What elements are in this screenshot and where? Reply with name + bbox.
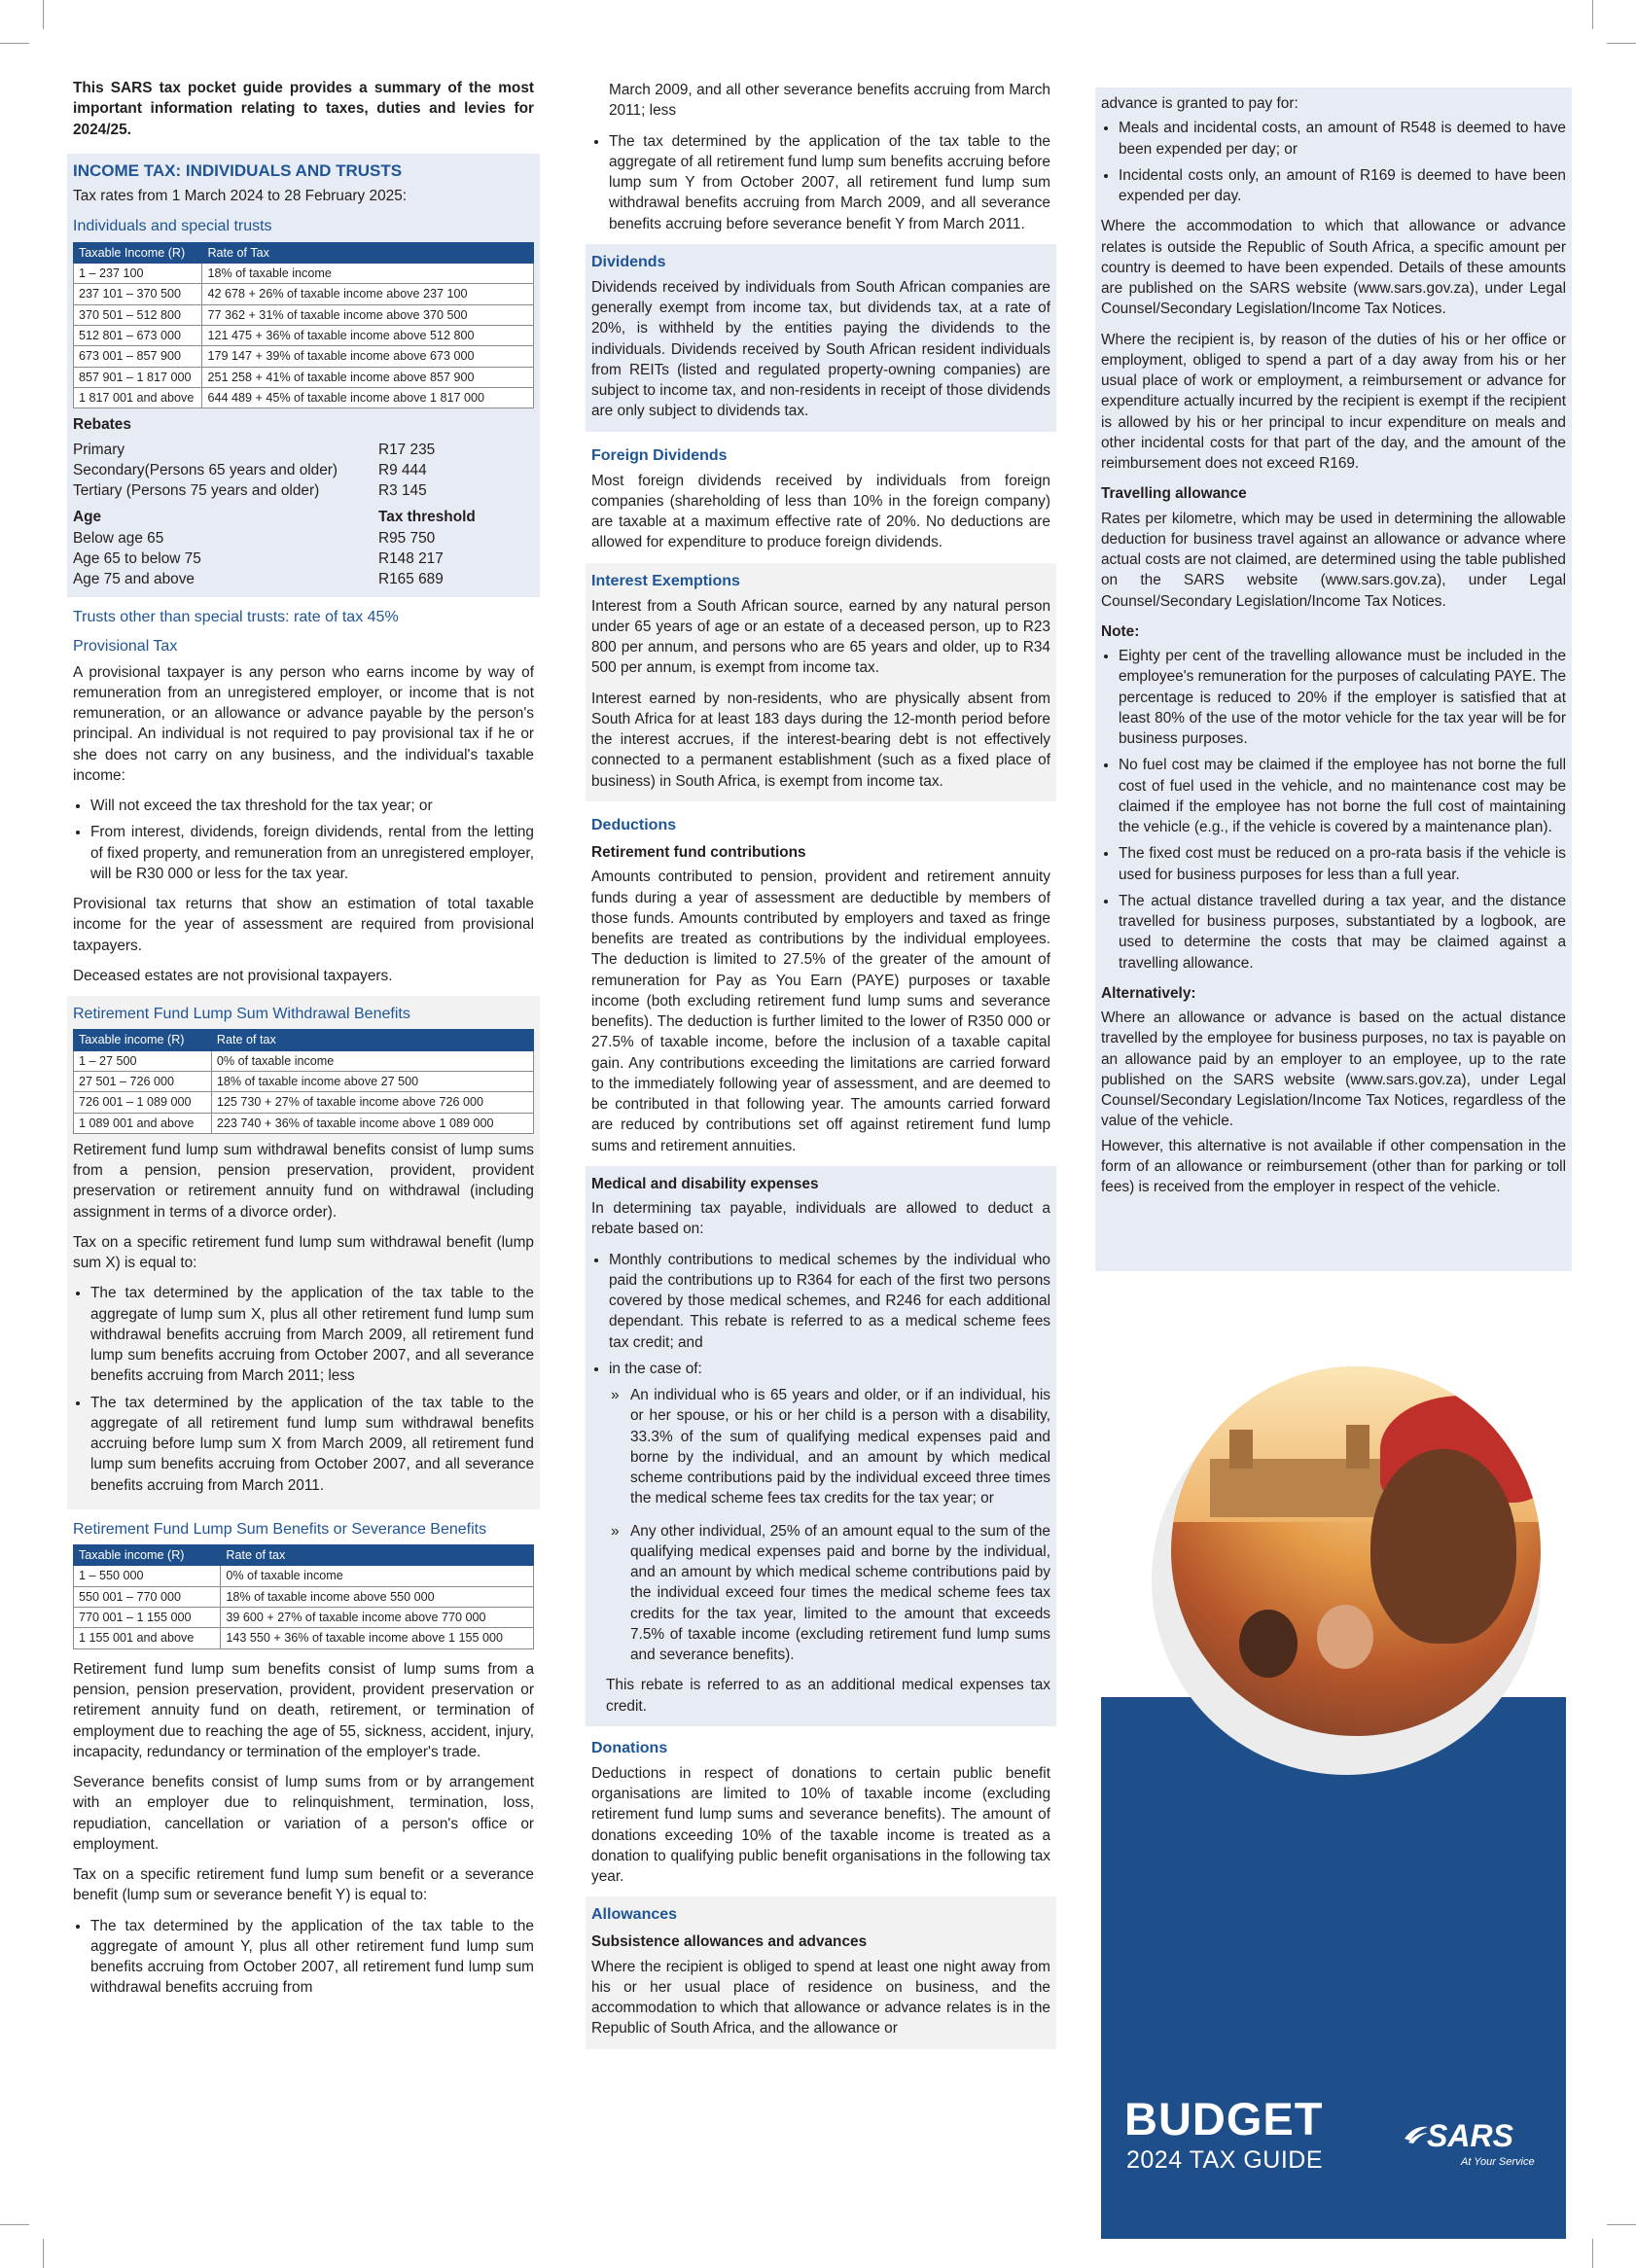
age-heading: Age bbox=[73, 509, 102, 526]
column-1 bbox=[73, 78, 534, 2008]
table-cell: 251 258 + 41% of taxable income above 857 900 bbox=[202, 367, 534, 387]
table-row bbox=[74, 1050, 534, 1071]
provisional-text: A provisional taxpayer is any person who earns income by way of remuneration from an unregistered employer, or income that is not remuneration, or an allowance or advance payable by the person's principal. An individual is not required to pay provisional tax if he or she does not carry on any business, and the individual's taxable income: bbox=[73, 663, 534, 784]
interest-heading: Interest Exemptions bbox=[591, 572, 740, 589]
rebate-label: Primary bbox=[73, 441, 125, 458]
table-cell: 125 730 + 27% of taxable income above 726 000 bbox=[211, 1092, 533, 1113]
travel-notes bbox=[1101, 646, 1566, 974]
cover-subtitle: 2024 TAX GUIDE bbox=[1126, 2146, 1323, 2174]
column-3 bbox=[1101, 88, 1566, 1271]
crop-mark bbox=[0, 43, 29, 44]
severance-text: Retirement fund lump sum benefits consist of lump sums from a pension, pension preservation, provident, provident preservation or retirement annuity fund on death, retirement, or termination of employment due to reaching the age of 55, sickness, accident, injury, incapacity, redundancy or termination of the employer's trade. bbox=[73, 1660, 534, 1760]
threshold-row bbox=[73, 549, 534, 569]
table-row bbox=[74, 1113, 534, 1133]
severance-text: Severance benefits consist of lump sums from or by arrangement with an employer due to relinquishment, termination, loss, repudiation, cancellation or variation of a person's office or employment. bbox=[73, 1774, 534, 1853]
list-item: • The actual distance travelled during a tax year, and the distance travelled for business purposes, substantiated by a logbook, are used to determine the costs that may be claimed against a travelling allowance. bbox=[1119, 891, 1566, 974]
table-cell: 18% of taxable income above 550 000 bbox=[221, 1586, 534, 1607]
table-cell: 550 001 – 770 000 bbox=[74, 1586, 221, 1607]
photo-person bbox=[1370, 1449, 1516, 1644]
tax-period: Tax rates from 1 March 2024 to 28 February 2025: bbox=[73, 188, 408, 205]
threshold-value: R148 217 bbox=[378, 549, 444, 567]
withdrawal-tax-table bbox=[73, 1029, 534, 1134]
table-row bbox=[74, 388, 534, 408]
photo-tower bbox=[1346, 1425, 1369, 1469]
trusts-other-heading: Trusts other than special trusts: rate of tax 45% bbox=[73, 609, 399, 626]
table-cell: 1 817 001 and above bbox=[74, 388, 202, 408]
list-item: • Meals and incidental costs, an amount of R548 is deemed to have been expended per day; or bbox=[1119, 118, 1566, 159]
provisional-heading: Provisional Tax bbox=[73, 638, 178, 656]
table-cell: 143 550 + 36% of taxable income above 1 155 000 bbox=[221, 1628, 534, 1648]
interest-section bbox=[586, 563, 1056, 801]
medical-sublist bbox=[611, 1385, 1050, 1665]
retirement-contrib-heading: Retirement fund contributions bbox=[591, 844, 806, 862]
table-header: Taxable income (R) bbox=[74, 1545, 221, 1566]
subsistence-text: Where the recipient is, by reason of the duties of his or her office or employment, obliged to spend a part of a day away from his or her usual place of work or employment, a reimbursement or advance for expenditure actually incurred by the recipient is exempt if the recipient is allowed by his or her principal to incur expenditure on meals and other incidental costs for that part of the day, and the amount of the reimbursement does not exceed R169. bbox=[1101, 331, 1566, 472]
intro-text: This SARS tax pocket guide provides a summary of the most important information relating to taxes, duties and levies for 2024/25. bbox=[73, 80, 534, 138]
severance-continued: March 2009, and all other severance benefits accruing from March 2011; less bbox=[609, 82, 1050, 120]
cover-panel bbox=[1101, 1366, 1566, 2239]
table-row bbox=[74, 1628, 534, 1648]
alternatively-heading: Alternatively: bbox=[1101, 984, 1196, 1002]
list-item: • in the case of: bbox=[609, 1359, 1050, 1379]
list-item: • The tax determined by the application of the tax table to the aggregate of all retirement fund lump sum benefits accruing before lump sum Y from October 2007, all retirement fund lump sum withdrawal benefits accruing from March 2009, and all severance benefits accruing before severance benefit Y from March 2011. bbox=[609, 131, 1050, 234]
photo-tower bbox=[1229, 1430, 1253, 1469]
table-cell: 27 501 – 726 000 bbox=[74, 1071, 212, 1091]
table-cell: 121 475 + 36% of taxable income above 512 800 bbox=[202, 325, 534, 345]
list-item: • Will not exceed the tax threshold for the tax year; or bbox=[90, 796, 534, 816]
list-item: • Monthly contributions to medical schemes by the individual who paid the contributions up to R364 for each of the first two persons covered by those medical schemes, and R246 for each additional dependant. This rebate is referred to as a medical scheme fees tax credit; and bbox=[609, 1250, 1050, 1353]
crop-mark bbox=[1592, 0, 1593, 29]
deductions-heading: Deductions bbox=[591, 816, 677, 833]
table-row bbox=[74, 284, 534, 304]
table-cell: 18% of taxable income bbox=[202, 263, 534, 283]
dividends-heading: Dividends bbox=[591, 253, 666, 270]
subsistence-text: advance is granted to pay for: bbox=[1101, 95, 1298, 112]
list-item: • The tax determined by the application of the tax table to the aggregate of all retirement fund lump sum withdrawal benefits accruing before lump sum X from March 2009, all retirement fund lump sum benefits accruing from October 2007, and all severance benefits accruing from March 2011. bbox=[90, 1393, 534, 1496]
list-item: • From interest, dividends, foreign dividends, rental from the letting of fixed property, and remuneration from an unregistered employer, will be R30 000 or less for the tax year. bbox=[90, 822, 534, 884]
provisional-text: Provisional tax returns that show an estimation of total taxable income for the year of assessment are required from provisional taxpayers. bbox=[73, 896, 534, 954]
dividends-text: Dividends received by individuals from South African companies are generally exempt from income tax, but dividends tax, at a rate of 20%, is withheld by the entities paying the dividends to the individuals. Dividends received by South African resident individuals from REITs (listed and regulated property-owning companies) are subject to income tax, and non-residents in receipt of those dividends are only subject to dividends tax. bbox=[591, 278, 1050, 420]
threshold-label: Below age 65 bbox=[73, 529, 164, 547]
severance-heading: Retirement Fund Lump Sum Benefits or Severance Benefits bbox=[73, 1520, 487, 1538]
medical-text: In determining tax payable, individuals are allowed to deduct a rebate based on: bbox=[591, 1200, 1050, 1238]
list-item: • The fixed cost must be reduced on a pro-rata basis if the vehicle is used for business purposes for less than a full year. bbox=[1119, 843, 1566, 885]
subsistence-text: Where the accommodation to which that allowance or advance relates is outside the Republic of South Africa, a specific amount per country is deemed to have been expended. Details of these amounts are published on the SARS website (www.sars.gov.za), under Legal Counsel/Secondary Legislation/Income Tax Notices. bbox=[1101, 218, 1566, 318]
dividends-section bbox=[586, 244, 1056, 432]
severance-list bbox=[73, 1916, 534, 1999]
travel-heading: Travelling allowance bbox=[1101, 485, 1247, 503]
withdrawal-section bbox=[67, 996, 540, 1509]
table-cell: 673 001 – 857 900 bbox=[74, 346, 202, 367]
rebate-row bbox=[73, 480, 534, 501]
withdrawal-list bbox=[73, 1283, 534, 1496]
table-cell: 42 678 + 26% of taxable income above 237 100 bbox=[202, 284, 534, 304]
sars-logo-icon bbox=[1403, 2123, 1430, 2144]
rebate-label: Secondary(Persons 65 years and older) bbox=[73, 461, 338, 478]
table-cell: 644 489 + 45% of taxable income above 1 817 000 bbox=[202, 388, 534, 408]
threshold-header bbox=[73, 507, 534, 527]
table-cell: 1 – 550 000 bbox=[74, 1566, 221, 1586]
threshold-label: Age 75 and above bbox=[73, 571, 195, 588]
table-cell: 857 901 – 1 817 000 bbox=[74, 367, 202, 387]
table-cell: 512 801 – 673 000 bbox=[74, 325, 202, 345]
cover-photo bbox=[1171, 1366, 1541, 1736]
note-heading: Note: bbox=[1101, 622, 1140, 640]
table-cell: 0% of taxable income bbox=[221, 1566, 534, 1586]
interest-text: Interest earned by non-residents, who are physically absent from South Africa for at least 183 days during the 12-month period before the interest accrues, if the interest-bearing debt is not effectively connected to a permanent establishment (such as a fixed place of business) in South Africa, is exempt from income tax. bbox=[591, 690, 1050, 790]
interest-text: Interest from a South African source, earned by any natural person under 65 years of age or an estate of a deceased person, up to R23 800 per annum, and persons who are 65 years and older, up to R34 500 per annum, is exempt from income tax. bbox=[591, 597, 1050, 677]
rebate-label: Tertiary (Persons 75 years and older) bbox=[73, 482, 320, 500]
crop-mark bbox=[1607, 2224, 1636, 2225]
threshold-row bbox=[73, 528, 534, 549]
table-cell: 370 501 – 512 800 bbox=[74, 304, 202, 325]
medical-note: This rebate is referred to as an additional medical expenses tax credit. bbox=[606, 1677, 1050, 1715]
list-item: • No fuel cost may be claimed if the employee has not borne the full cost of fuel used in the vehicle, and no maintenance cost may be claimed if the employee has not borne the full cost of maintaining the vehicle (e.g., if the vehicle is covered by a maintenance plan). bbox=[1119, 755, 1566, 837]
cover-title: BUDGET bbox=[1124, 2093, 1324, 2144]
severance-text: Tax on a specific retirement fund lump sum benefit or a severance benefit (lump sum or severance benefit Y) is equal to: bbox=[73, 1866, 534, 1904]
table-row bbox=[74, 1071, 534, 1091]
provisional-list bbox=[73, 796, 534, 884]
subsistence-text: Where the recipient is obliged to spend at least one night away from his or her usual place of residence on business, and the accommodation to which that allowance or advance relates is in the Republic of South Africa, and the allowance or bbox=[591, 1958, 1050, 2038]
table-header: Rate of tax bbox=[221, 1545, 534, 1566]
severance-list-2 bbox=[591, 131, 1050, 234]
sars-tagline: At Your Service bbox=[1461, 2156, 1535, 2168]
individuals-heading: Individuals and special trusts bbox=[73, 218, 272, 235]
table-row bbox=[74, 346, 534, 367]
allowances-continued bbox=[1095, 88, 1572, 1271]
list-item: • Incidental costs only, an amount of R169 is deemed to have been expended per day. bbox=[1119, 165, 1566, 207]
crop-mark bbox=[1607, 43, 1636, 44]
withdrawal-heading: Retirement Fund Lump Sum Withdrawal Benefits bbox=[73, 1006, 410, 1023]
table-row bbox=[74, 1608, 534, 1628]
rebate-value: R3 145 bbox=[378, 482, 427, 500]
table-cell: 77 362 + 31% of taxable income above 370 500 bbox=[202, 304, 534, 325]
alternatively-text: However, this alternative is not available if other compensation in the form of an allowance or reimbursement (other than for parking or toll fees) is received from the employer in respect of the vehicle. bbox=[1101, 1137, 1566, 1195]
medical-list bbox=[591, 1250, 1050, 1380]
table-row bbox=[74, 1586, 534, 1607]
table-cell: 179 147 + 39% of taxable income above 673 000 bbox=[202, 346, 534, 367]
table-cell: 726 001 – 1 089 000 bbox=[74, 1092, 212, 1113]
allowances-section bbox=[586, 1896, 1056, 2048]
withdrawal-text: Tax on a specific retirement fund lump sum withdrawal benefit (lump sum X) is equal to: bbox=[73, 1233, 534, 1272]
retirement-contrib-text: Amounts contributed to pension, provident and retirement annuity funds during a year of assessment are deductible by members of those funds. Amounts contributed by employers and taxed as fringe benefits are treated as contributions by the individual employees. The deduction is limited to 27.5% of the greater of the amount of remuneration for Pay as You Earn (PAYE) purposes or taxable income (both excluding retirement fund lump sums and severance benefits). The deduction is further limited to the lower of R350 000 or 27.5% of taxable income, before the inclusion of a taxable capital gain. Any contributions exceeding the limitations are carried forward to the immediately following year of assessment, and are deemed to be contributed in that following year. The amounts carried forward are reduced by contributions set off against retirement fund lump sums and retirement annuities. bbox=[591, 868, 1050, 1154]
income-tax-heading: INCOME TAX: INDIVIDUALS AND TRUSTS bbox=[73, 160, 403, 180]
table-row bbox=[74, 1566, 534, 1586]
crop-mark bbox=[0, 2224, 29, 2225]
withdrawal-text: Retirement fund lump sum withdrawal benefits consist of lump sums from a pension, pension preservation, provident, provident preservation or retirement annuity fund on withdrawal (including assignment in terms of a divorce order). bbox=[73, 1141, 534, 1221]
threshold-row bbox=[73, 569, 534, 589]
table-cell: 1 089 001 and above bbox=[74, 1113, 212, 1133]
table-cell: 1 – 27 500 bbox=[74, 1050, 212, 1071]
donations-heading: Donations bbox=[591, 1739, 668, 1756]
crop-mark bbox=[1592, 2239, 1593, 2268]
table-header: Rate of Tax bbox=[202, 242, 534, 263]
table-header: Rate of tax bbox=[211, 1030, 533, 1050]
rebate-row bbox=[73, 440, 534, 460]
travel-text: Rates per kilometre, which may be used in determining the allowable deduction for business travel against an allowance or advance where actual costs are not claimed, are determined using the table published on the SARS website (www.sars.gov.za), under Legal Counsel/Secondary Legislation/Income Tax Notices. bbox=[1101, 510, 1566, 610]
crop-mark bbox=[43, 2239, 44, 2268]
list-item: • The tax determined by the application of the tax table to the aggregate of lump sum X, plus all other retirement fund lump sum withdrawal benefits accruing from March 2009, all retirement fund lump sum benefits accruing from October 2007, and all severance benefits accruing from March 2011; less bbox=[90, 1283, 534, 1386]
table-cell: 1 155 001 and above bbox=[74, 1628, 221, 1648]
provisional-text: Deceased estates are not provisional taxpayers. bbox=[73, 967, 393, 984]
individuals-tax-table bbox=[73, 242, 534, 409]
sub-list-item: » An individual who is 65 years and older, or if an individual, his or her spouse, or his or her child is a person with a disability, 33.3% of the sum of qualifying medical expenses paid and borne by the individual, and an amount by which medical scheme contributions paid by the individual exceed three times the medical scheme fees tax credits for the tax year; or bbox=[630, 1385, 1050, 1509]
table-header: Taxable Income (R) bbox=[74, 242, 202, 263]
table-row bbox=[74, 325, 534, 345]
subsistence-list bbox=[1101, 118, 1566, 206]
alternatively-text: Where an allowance or advance is based on the actual distance travelled by the employee for business purposes, no tax is payable on an allowance paid by an employer to an employee, up to the rate published on the SARS website (www.sars.gov.za), under Legal Counsel/Secondary Legislation/Income Tax Notices, regardless of the value of the vehicle. bbox=[1101, 1010, 1566, 1130]
subsistence-heading: Subsistence allowances and advances bbox=[591, 1933, 868, 1951]
column-2 bbox=[591, 80, 1050, 2049]
photo-child bbox=[1317, 1605, 1373, 1669]
rebate-row bbox=[73, 460, 534, 480]
table-cell: 0% of taxable income bbox=[211, 1050, 533, 1071]
donations-text: Deductions in respect of donations to certain public benefit organisations are limited to 10% of taxable income (excluding retirement fund lump sums and severance benefits). The amount of donations exceeding 10% of the taxable income is treated as a donation to qualifying public benefit organisations in the following tax year. bbox=[591, 1764, 1050, 1886]
allowances-heading: Allowances bbox=[591, 1906, 678, 1924]
rebate-value: R17 235 bbox=[378, 441, 436, 458]
table-cell: 237 101 – 370 500 bbox=[74, 284, 202, 304]
medical-heading: Medical and disability expenses bbox=[591, 1175, 819, 1192]
photo-child bbox=[1239, 1610, 1298, 1678]
table-row bbox=[74, 263, 534, 283]
table-row bbox=[74, 1092, 534, 1113]
medical-section bbox=[586, 1166, 1056, 1726]
threshold-value: R95 750 bbox=[378, 529, 436, 547]
table-row bbox=[74, 304, 534, 325]
sub-list-item: » Any other individual, 25% of an amount equal to the sum of the qualifying medical expenses paid and borne by the individual, and an amount by which medical scheme contributions paid by the individual exceed four times the medical scheme fees tax credits for the tax year, limited to the amount that exceeds 7.5% of taxable income (excluding retirement fund lump sums and severance benefits). bbox=[630, 1521, 1050, 1666]
list-item: • Eighty per cent of the travelling allowance must be included in the employee's remuneration for the purposes of calculating PAYE. The percentage is reduced to 20% if the employer is satisfied that at least 80% of the use of the motor vehicle for the tax year will be for business purposes. bbox=[1119, 646, 1566, 749]
threshold-heading: Tax threshold bbox=[378, 509, 476, 526]
threshold-label: Age 65 to below 75 bbox=[73, 549, 201, 567]
rebate-value: R9 444 bbox=[378, 461, 427, 478]
rebates-heading: Rebates bbox=[73, 416, 131, 434]
severance-tax-table bbox=[73, 1544, 534, 1649]
sars-logo: SARS bbox=[1427, 2118, 1513, 2153]
foreign-dividends-text: Most foreign dividends received by individuals from foreign companies (shareholding of less than 10% in the foreign company) are taxable at a maximum effective rate of 20%. No deductions are allowed for expenditure to produce foreign dividends. bbox=[591, 472, 1050, 551]
list-item: • The tax determined by the application of the tax table to the aggregate of amount Y, plus all other retirement fund lump sum benefits accruing from October 2007, all retirement fund lump sum withdrawal benefits accruing from bbox=[90, 1916, 534, 1999]
income-tax-section bbox=[67, 154, 540, 598]
table-cell: 223 740 + 36% of taxable income above 1 089 000 bbox=[211, 1113, 533, 1133]
table-cell: 770 001 – 1 155 000 bbox=[74, 1608, 221, 1628]
table-cell: 39 600 + 27% of taxable income above 770 000 bbox=[221, 1608, 534, 1628]
table-header: Taxable income (R) bbox=[74, 1030, 212, 1050]
foreign-dividends-heading: Foreign Dividends bbox=[591, 446, 728, 464]
crop-mark bbox=[43, 0, 44, 29]
table-row bbox=[74, 367, 534, 387]
table-cell: 1 – 237 100 bbox=[74, 263, 202, 283]
table-cell: 18% of taxable income above 27 500 bbox=[211, 1071, 533, 1091]
threshold-value: R165 689 bbox=[378, 571, 444, 588]
